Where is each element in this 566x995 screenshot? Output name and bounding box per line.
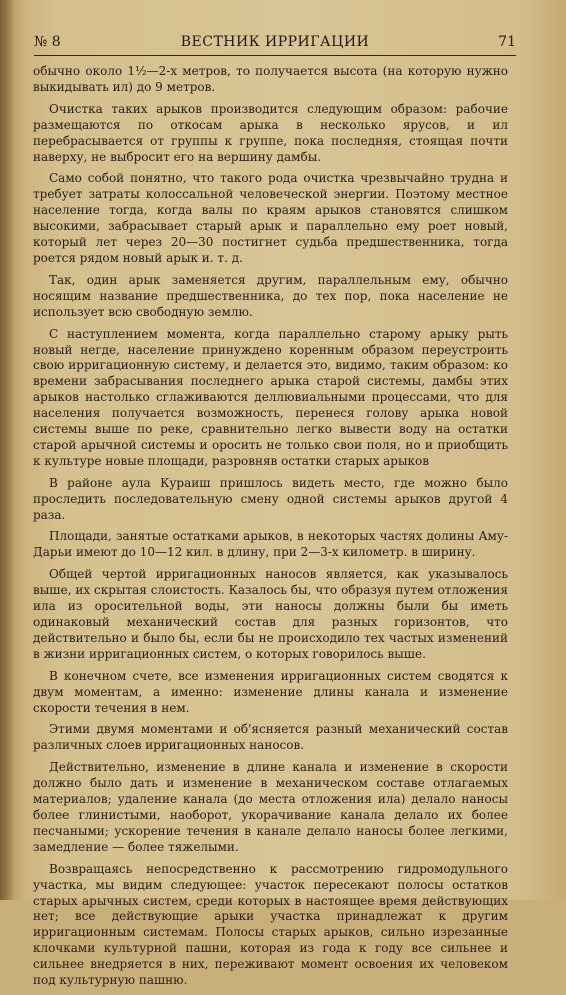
paragraph: Само собой понятно, что такого рода очистка чрезвычайно трудна и требует затраты колоссальной человеческой энергии. Поэтому местное население тогда, когда валы по краям арыков становятся слишком высокими, забрасывает старый арык и параллельно ему роет новый, который лет через 20—30 постигнет судьба предшественника, тогда роется рядом новый арык и. т. д. — [33, 171, 508, 265]
paragraph: Площади, занятые остатками арыков, в некоторых частях долины Аму-Дарьи имеют до 10—12 кил. в длину, при 2—3-х километр. в ширину. — [33, 529, 508, 560]
issue-number: № 8 — [34, 34, 61, 50]
paragraph: В районе аула Кураиш пришлось видеть место, где можно было проследить последовательную смену одной системы арыков другой 4 раза. — [33, 475, 508, 522]
running-header — [34, 33, 516, 56]
paragraph: Этими двумя моментами и об'ясняется разный механический состав различных слоев ирригационных наносов. — [33, 722, 508, 753]
paragraph: обычно около 1½—2-х метров, то получается высота (на которую нужно выкидывать ил) до 9 метров. — [33, 64, 508, 94]
paragraph: В конечном счете, все изменения ирригационных систем сводятся к двум моментам, а именно: изменение длины канала и изменение скорости течения в нем. — [33, 668, 508, 715]
page-number: 71 — [498, 34, 516, 50]
paragraph: Действительно, изменение в длине канала и изменение в скорости должно было дать и изменение в механическом составе отлагаемых материалов; удаление канала (до места отложения ила) делало наносы более глинистыми, наоборот, укорачивание канала делало их более песчаными; ускорение течения в канале делало наносы более легкими, замедление — более тяжелыми. — [33, 760, 508, 854]
article-body — [33, 64, 508, 995]
paragraph: Очистка таких арыков производится следующим образом: рабочие размещаются по откосам арыка в несколько ярусов, и ил перебрасывается от группы к группе, пока последняя, стоящая почти наверху, не выбросит его на вершину дамбы. — [33, 101, 508, 164]
journal-title: ВЕСТНИК ИРРИГАЦИИ — [180, 34, 370, 50]
paragraph: Возвращаясь непосредственно к рассмотрению гидромодульного участка, мы видим следующее: участок пересекают полосы остатков старых арычных систем, среди которых в настоящее время действующих нет; все действующие арыки участка принадлежат к другим ирригационным системам. Полосы старых арыков, сильно изрезанные клочками культурной пашни, которая из года к году все сильнее и сильнее внедряется в них, переживают момент освоения их человеком под культурную пашню. — [33, 861, 508, 988]
page-spine-shadow — [0, 0, 14, 900]
paragraph: Так, один арык заменяется другим, параллельным ему, обычно носящим название предшественника, до тех пор, пока население не использует всю свободную землю. — [33, 272, 508, 319]
paragraph: Общей чертой ирригационных наносов является, как указывалось выше, их скрытая слоистость. Казалось бы, что образуя путем отложения ила из оросительной воды, эти наносы должны были бы иметь одинаковый механический состав для разных горизонтов, что действительно и было бы, если бы не происходило тех частых изменений в жизни ирригационных систем, о которых говорилось выше. — [33, 567, 508, 661]
paragraph: С наступлением момента, когда параллельно старому арыку рыть новый негде, население принуждено коренным образом переустроить свою ирригационную систему, и делается это, видимо, таким образом: ко времени забрасывания последнего арыка старой системы, дамбы этих арыков настолько сглаживаются деллювиальными процессами, что для населения получается возможность, перенеся голову арыка новой системы выше по реке, сравнительно легко вывести воду на остатки старой арычной системы и оросить не только свои поля, но и приобщить к культуре новые площади, разровняв остатки старых арыков — [33, 326, 508, 468]
